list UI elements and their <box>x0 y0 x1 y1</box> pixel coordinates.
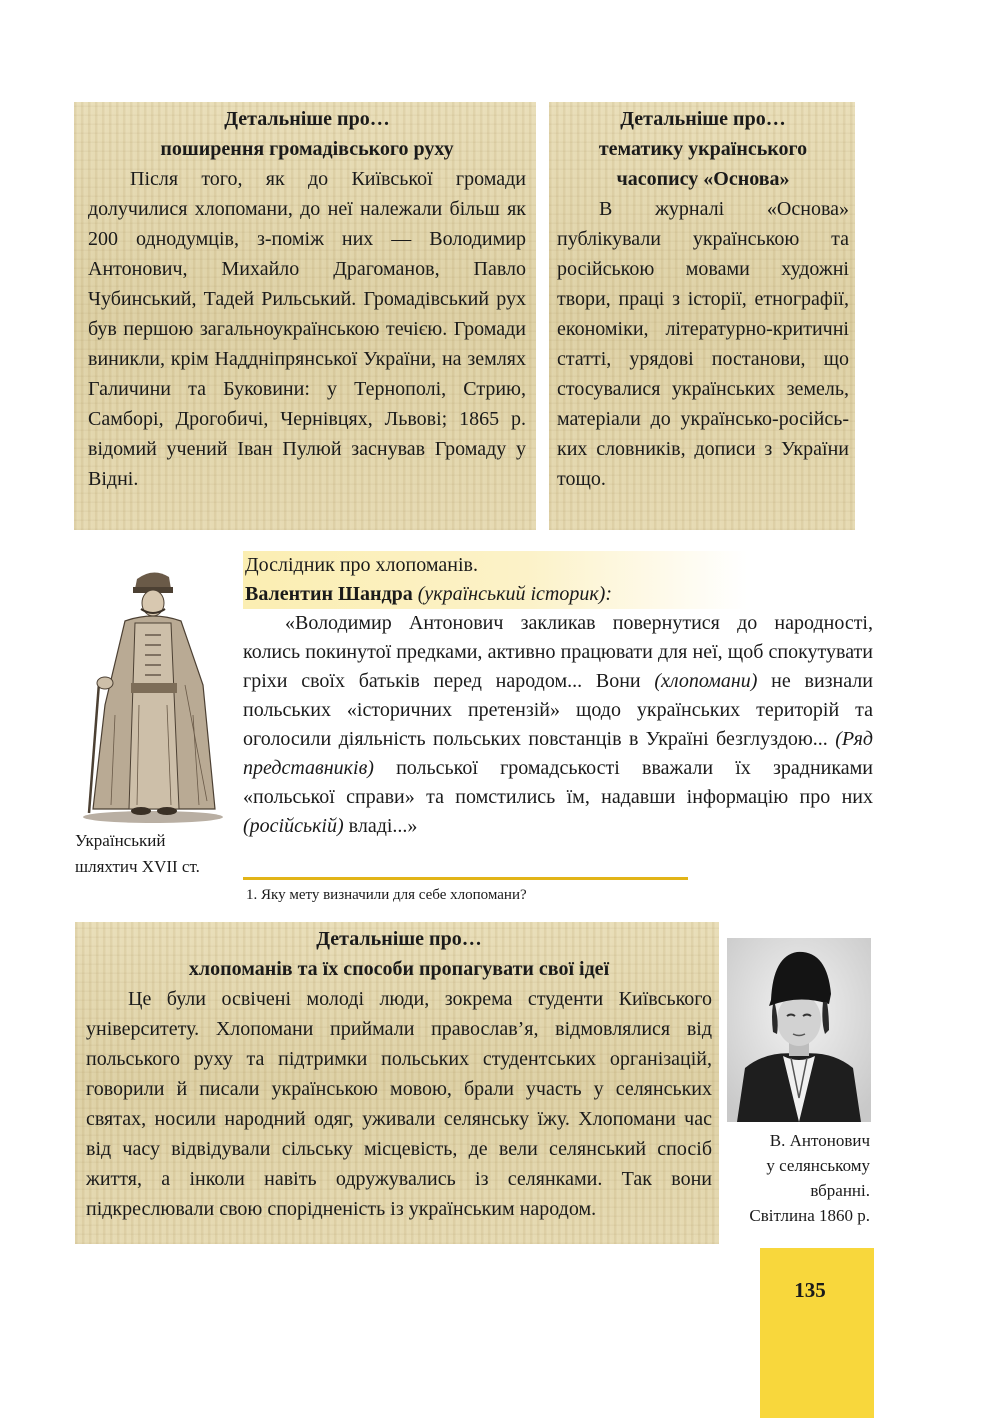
quote-emphasis: (хлопомани) <box>654 670 758 692</box>
caption-line: у селянському <box>766 1156 870 1175</box>
caption-line: вбранні. <box>810 1181 870 1200</box>
box-title-line: поширення громадівського руху <box>160 138 454 160</box>
info-box-hromada-spread <box>74 102 536 530</box>
box-title-line: хлопоманів та їх способи пропагувати свої ідеї <box>188 958 610 980</box>
research-author <box>243 580 873 609</box>
info-box-khlopomany <box>75 922 719 1244</box>
researcher-quote-block <box>243 551 873 841</box>
author-role: (український історик): <box>417 583 612 605</box>
page-number: 135 <box>794 1278 826 1302</box>
quote-text: владі...» <box>343 815 418 837</box>
nobleman-portrait-illustration <box>75 565 231 825</box>
research-quote <box>243 609 873 841</box>
info-box-osnova-journal <box>549 102 855 530</box>
box-title-line: тематику українського <box>598 138 808 160</box>
divider-rule <box>243 877 688 880</box>
box-title-line: Детальніше про… <box>620 108 786 130</box>
caption-line: Світлина 1860 р. <box>749 1206 870 1225</box>
antonovych-photo <box>727 938 871 1122</box>
box-title-line: Детальніше про… <box>316 928 482 950</box>
quote-text: не визнали польських «історичних претензій» щодо українських територій та оголосили діяльність польських повстанців в Україні безглуздою... <box>243 670 873 750</box>
nobleman-caption <box>75 828 245 880</box>
antonovych-caption <box>712 1128 870 1228</box>
box-text: Після того, як до Київської громади долучилися хлопомани, до неї належали більш як 200 однодумців, з-поміж них — Володимир Антонович, Михайло Драгоманов, Павло Чубинський, Тадей Рильський. Громадівський рух був першою загальноукраїнською течією. Громади виникли, крім Наддніпрянської України, на землях Галичини та Буковини: у Тернополі, Стрию, Самборі, Дрогобичі, Чернівцях, Львові; 1865 р. відомий учений Іван Пулюй заснував Громаду у Відні. <box>88 168 526 490</box>
caption-line: шляхтич XVII ст. <box>75 857 200 876</box>
caption-line: В. Антонович <box>769 1131 870 1150</box>
page-number-tab <box>760 1248 874 1418</box>
quote-text: «Володимир Антонович закликав повернутися до народності, колись покинутої предками, активно працювати для неї, щоб спокутувати гріхи своїх батьків перед народом... Вони <box>243 612 873 692</box>
quote-emphasis: (Ряд представників) <box>243 728 873 779</box>
box-text: В журналі «Основа» публікували українською та російською мовами художні твори, праці з історії, етнографії, економіки, літературно-критичні статті, урядові постанови, що стосувалися українських земель, матеріали до українсько-російських словників, дописи з України тощо. <box>557 198 849 490</box>
quote-emphasis: (російській) <box>243 815 344 837</box>
question-1: 1. Яку мету визначили для себе хлопомани? <box>246 887 527 903</box>
box-title-line: часопису «Основа» <box>616 168 790 190</box>
box-text: Це були освічені молоді люди, зокрема студенти Київського університету. Хлопомани приймали православ’я, відмовлялися від польського руху та підтримки польських студентських організацій, говорили й писали українською мовою, брали участь у селянських святах, носили народний одяг, уживали селянську їжу. Хлопомани час від часу відвідували сільську місцевість, де вели селянський спосіб життя, а інколи навіть одружувались із селянками. Так вони підкреслювали свою спорідненість із українським народом. <box>86 988 712 1220</box>
quote-text: польської громадськості вважали їх зрадниками «польської справи» та помстились їм, надавши інформацію про них <box>243 757 873 808</box>
research-heading: Дослідник про хлопоманів. <box>243 551 873 580</box>
author-name: Валентин Шандра <box>245 583 413 605</box>
caption-line: Український <box>75 831 166 850</box>
box-title-line: Детальніше про… <box>224 108 390 130</box>
